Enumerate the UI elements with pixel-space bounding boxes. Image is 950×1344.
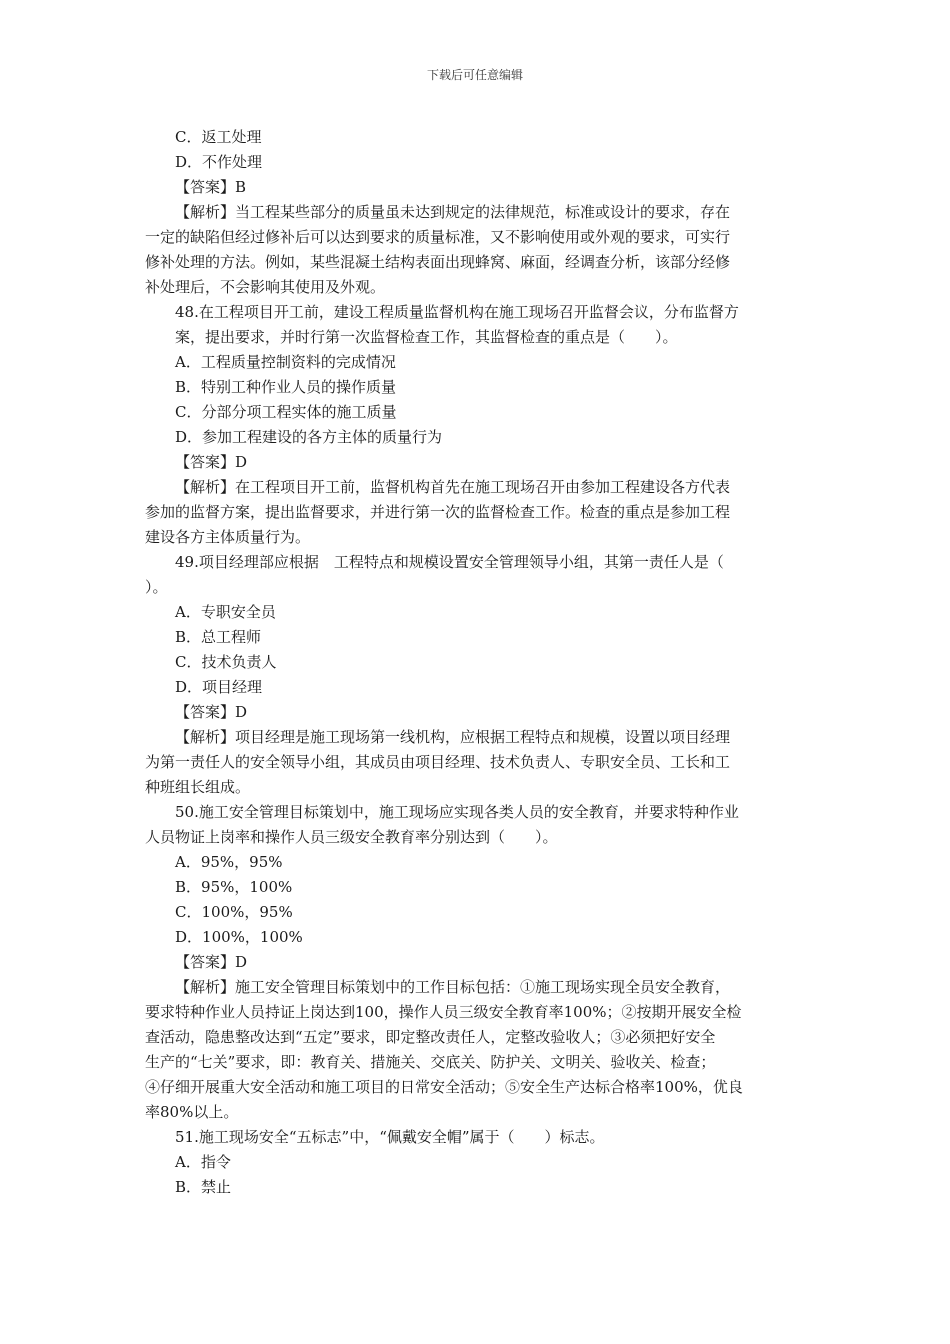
text-line: 一定的缺陷但经过修补后可以达到要求的质量标准，又不影响使用或外观的要求，可实行 [145, 228, 731, 246]
text-line: 【解析】当工程某些部分的质量虽未达到规定的法律规范，标准或设计的要求，存在 [175, 203, 731, 221]
text-line: 【答案】D [175, 703, 248, 721]
text-line: 建设各方主体质量行为。 [145, 528, 311, 546]
text-line: C．100%，95% [175, 903, 293, 921]
text-line: D．100%，100% [175, 928, 303, 946]
text-line: B．特别工种作业人员的操作质量 [175, 378, 397, 396]
text-line: A．工程质量控制资料的完成情况 [175, 353, 396, 371]
text-line: 【解析】在工程项目开工前，监督机构首先在施工现场召开由参加工程建设各方代表 [175, 478, 731, 496]
text-line: 查活动，隐患整改达到“五定”要求，即定整改责任人，定整改验收人；③必须把好安全 [145, 1028, 716, 1046]
text-line: 率80%以上。 [145, 1103, 239, 1121]
text-line: C．分部分项工程实体的施工质量 [175, 403, 397, 421]
text-line: 【答案】B [175, 178, 247, 196]
text-line: 种班组长组成。 [145, 778, 251, 796]
text-line: A．95%，95% [175, 853, 283, 871]
text-line: 案，提出要求，并时行第一次监督检查工作，其监督检查的重点是（ ）。 [175, 328, 678, 346]
text-line: ）。 [145, 578, 168, 596]
text-line: 参加的监督方案，提出监督要求，并进行第一次的监督检查工作。检查的重点是参加工程 [145, 503, 731, 521]
text-line: 50.施工安全管理目标策划中，施工现场应实现各类人员的安全教育，并要求特种作业 [175, 803, 739, 821]
text-line: 48.在工程项目开工前，建设工程质量监督机构在施工现场召开监督会议，分布监督方 [175, 303, 739, 321]
text-line: 【答案】D [175, 453, 248, 471]
text-line: C．返工处理 [175, 128, 262, 146]
text-line: B．95%，100% [175, 878, 293, 896]
text-line: B．总工程师 [175, 628, 262, 646]
text-line: D．项目经理 [175, 678, 263, 696]
document-body [145, 125, 810, 1200]
text-line: 51.施工现场安全“五标志”中，“佩戴安全帽”属于（ ）标志。 [175, 1128, 605, 1146]
page-header: 下载后可任意编辑 [426, 68, 523, 82]
text-line: D．不作处理 [175, 153, 263, 171]
text-line: 【答案】D [175, 953, 248, 971]
text-line: 要求特种作业人员持证上岗达到100，操作人员三级安全教育率100%；②按期开展安全检 [145, 1003, 742, 1021]
text-line: 【解析】项目经理是施工现场第一线机构，应根据工程特点和规模，设置以项目经理 [175, 728, 731, 746]
text-line: C．技术负责人 [175, 653, 277, 671]
text-line: 补处理后，不会影响其使用及外观。 [145, 278, 386, 296]
text-line: 为第一责任人的安全领导小组，其成员由项目经理、技术负责人、专职安全员、工长和工 [145, 753, 731, 771]
text-line: 生产的“七关”要求，即：教育关、措施关、交底关、防护关、文明关、验收关、检查； [145, 1053, 716, 1071]
text-line: B．禁止 [175, 1178, 232, 1196]
text-line: A．专职安全员 [175, 603, 276, 621]
text-line: A．指令 [175, 1153, 231, 1171]
text-line: 【解析】施工安全管理目标策划中的工作目标包括：①施工现场实现全员安全教育， [175, 978, 731, 996]
text-line: D．参加工程建设的各方主体的质量行为 [175, 428, 443, 446]
text-line: ④仔细开展重大安全活动和施工项目的日常安全活动；⑤安全生产达标合格率100%，优良 [145, 1078, 743, 1096]
text-line: 人员物证上岗率和操作人员三级安全教育率分别达到（ ）。 [145, 828, 558, 846]
text-line: 修补处理的方法。例如，某些混凝土结构表面出现蜂窝、麻面，经调查分析，该部分经修 [145, 253, 731, 271]
text-line: 49.项目经理部应根据 工程特点和规模设置安全管理领导小组，其第一责任人是（ [175, 553, 724, 571]
